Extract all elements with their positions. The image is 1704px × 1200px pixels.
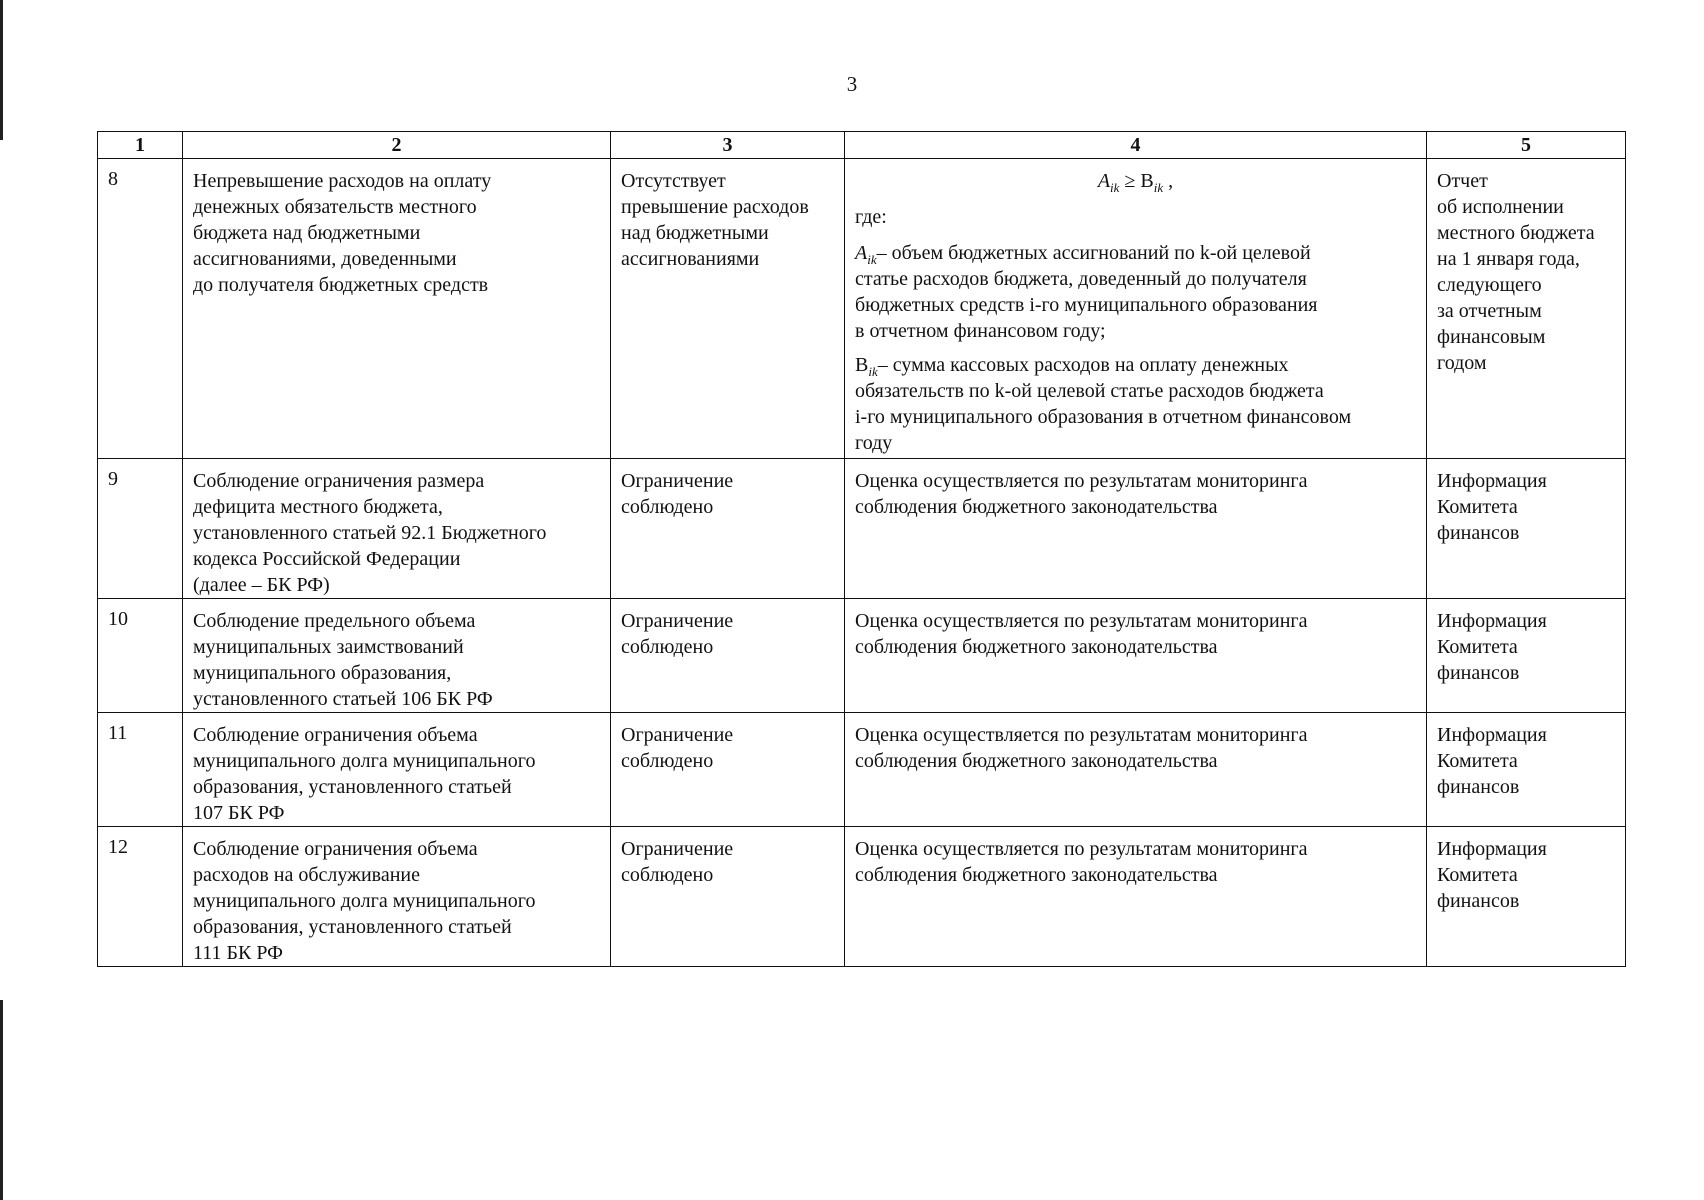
source-cell: Информация Комитета финансов	[1427, 459, 1626, 599]
row-number: 9	[98, 459, 183, 599]
source-cell: Информация Комитета финансов	[1427, 599, 1626, 713]
table-row	[98, 159, 1626, 459]
criteria-table	[97, 131, 1625, 967]
criterion-cell: Соблюдение ограничения объема муниципального долга муниципального образования, установленного статьей 107 БК РФ	[183, 713, 611, 827]
criterion-cell: Непревышение расходов на оплату денежных обязательств местного бюджета над бюджетными ассигнованиями, доведенными до получателя бюджетных средств	[183, 159, 611, 459]
method-cell: Оценка осуществляется по результатам мониторинга соблюдения бюджетного законодательства	[845, 459, 1427, 599]
condition-cell: Ограничение соблюдено	[611, 459, 845, 599]
page-number: 3	[846, 72, 858, 96]
method-cell: Оценка осуществляется по результатам мониторинга соблюдения бюджетного законодательства	[845, 599, 1427, 713]
condition-cell: Ограничение соблюдено	[611, 827, 845, 967]
column-header: 1	[98, 132, 183, 159]
condition-cell: Отсутствует превышение расходов над бюджетными ассигнованиями	[611, 159, 845, 459]
criterion-cell: Соблюдение ограничения размера дефицита местного бюджета, установленного статьей 92.1 Бюджетного кодекса Российской Федерации (далее – БК РФ)	[183, 459, 611, 599]
row-number: 8	[98, 159, 183, 459]
column-header: 4	[845, 132, 1427, 159]
source-cell: Отчет об исполнении местного бюджета на 1 января года, следующего за отчетным финансовым годом	[1427, 159, 1626, 459]
row-number: 11	[98, 713, 183, 827]
scan-edge-mark	[0, 0, 3, 140]
formula: $A_{ik} \ge B_{ik}$ ,	[1097, 170, 1174, 195]
source-cell: Информация Комитета финансов	[1427, 827, 1626, 967]
criterion-cell: Соблюдение ограничения объема расходов на обслуживание муниципального долга муниципального образования, установленного статьей 111 БК РФ	[183, 827, 611, 967]
scan-edge-mark	[0, 1000, 3, 1200]
table-row	[98, 599, 1626, 713]
column-header: 5	[1427, 132, 1626, 159]
header-row	[98, 132, 1626, 159]
formula-where: где:	[855, 206, 887, 228]
table-row	[98, 713, 1626, 827]
condition-cell: Ограничение соблюдено	[611, 599, 845, 713]
table-row	[98, 459, 1626, 599]
source-cell: Информация Комитета финансов	[1427, 713, 1626, 827]
definition-a: $A_{ik}-$ объем бюджетных ассигнований по k-ой целевой статье расходов бюджета, доведенный до получателя бюджетных средств i-го муниципального образования в отчетном финансовом году;	[855, 242, 1318, 342]
table-row	[98, 827, 1626, 967]
column-header: 2	[183, 132, 611, 159]
definition-b: $B_{ik}-$ сумма кассовых расходов на оплату денежных обязательств по k-ой целевой статье расходов бюджета i-го муниципального образования в отчетном финансовом году	[855, 354, 1352, 454]
formula-cell	[845, 159, 1427, 459]
condition-cell: Ограничение соблюдено	[611, 713, 845, 827]
column-header: 3	[611, 132, 845, 159]
row-number: 12	[98, 827, 183, 967]
method-cell: Оценка осуществляется по результатам мониторинга соблюдения бюджетного законодательства	[845, 827, 1427, 967]
row-number: 10	[98, 599, 183, 713]
method-cell: Оценка осуществляется по результатам мониторинга соблюдения бюджетного законодательства	[845, 713, 1427, 827]
criterion-cell: Соблюдение предельного объема муниципальных заимствований муниципального образования, установленного статьей 106 БК РФ	[183, 599, 611, 713]
